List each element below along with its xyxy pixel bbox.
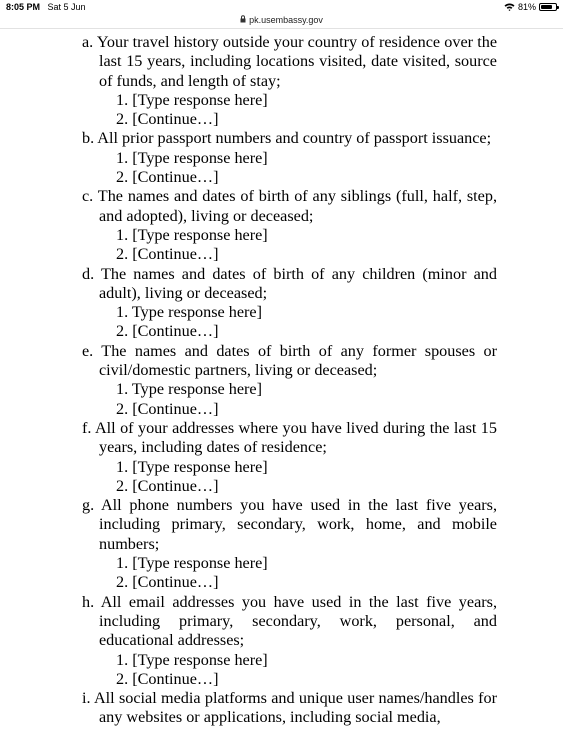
list-item-b <box>0 129 563 187</box>
sub-item-1: 1. Type response here] <box>116 380 263 399</box>
url-text: pk.usembassy.gov <box>249 15 323 25</box>
list-item-f <box>0 419 563 496</box>
list-item-i <box>0 689 563 728</box>
sub-item-2: 2. [Continue…] <box>116 110 219 129</box>
item-text: e. The names and dates of birth of any former spouses or civil/domestic partners, living or deceased; <box>82 341 497 380</box>
item-text: i. All social media platforms and unique user names/handles for any websites or applications, including social media, <box>82 689 497 727</box>
status-left <box>6 2 86 12</box>
list-item-e <box>0 342 563 419</box>
list-item-c <box>0 187 563 264</box>
sub-item-1: 1. [Type response here] <box>116 650 268 669</box>
sub-item-2: 2. [Continue…] <box>116 399 219 418</box>
lock-icon <box>240 15 246 25</box>
item-text: b. All prior passport numbers and country of passport issuance; <box>82 129 492 148</box>
sub-item-1: 1. Type response here] <box>116 303 263 322</box>
status-right <box>504 2 557 12</box>
list-item-d <box>0 265 563 342</box>
sub-item-1: 1. [Type response here] <box>116 148 268 167</box>
sub-item-2: 2. [Continue…] <box>116 476 219 495</box>
address-bar[interactable] <box>0 13 563 27</box>
item-text: d. The names and dates of birth of any children (minor and adult), living or deceased; <box>82 264 497 302</box>
list-item-a <box>0 33 563 129</box>
status-date: Sat 5 Jun <box>47 2 86 12</box>
sub-item-1: 1. [Type response here] <box>116 225 268 244</box>
item-text: a. Your travel history outside your country of residence over the last 15 years, including locations visited, date visited, source of funds, and length of stay; <box>82 33 497 90</box>
item-text: g. All phone numbers you have used in the last five years, including primary, secondary, work, home, and mobile numbers; <box>82 496 497 553</box>
item-text: f. All of your addresses where you have lived during the last 15 years, including dates of residence; <box>82 418 497 457</box>
list-item-h <box>0 593 563 689</box>
sub-item-2: 2. [Continue…] <box>116 245 219 264</box>
wifi-icon <box>504 3 515 11</box>
sub-item-2: 2. [Continue…] <box>116 573 219 592</box>
list-item-g <box>0 496 563 592</box>
sub-item-1: 1. [Type response here] <box>116 90 268 109</box>
sub-item-1: 1. [Type response here] <box>116 457 268 476</box>
document-content <box>0 33 563 728</box>
sub-item-2: 2. [Continue…] <box>116 322 219 341</box>
battery-fill <box>541 5 552 9</box>
toolbar-divider <box>0 28 563 29</box>
status-bar <box>0 0 563 14</box>
status-time: 8:05 PM <box>6 2 41 12</box>
sub-item-1: 1. [Type response here] <box>116 554 268 573</box>
battery-percent: 81% <box>517 2 536 12</box>
item-text: h. All email addresses you have used in the last five years, including primary, secondary, work, personal, and educational addresses; <box>82 592 497 650</box>
sub-item-2: 2. [Continue…] <box>116 669 219 688</box>
battery-icon <box>539 3 557 11</box>
item-text: c. The names and dates of birth of any siblings (full, half, step, and adopted), living or deceased; <box>82 187 497 225</box>
sub-item-2: 2. [Continue…] <box>116 168 219 187</box>
